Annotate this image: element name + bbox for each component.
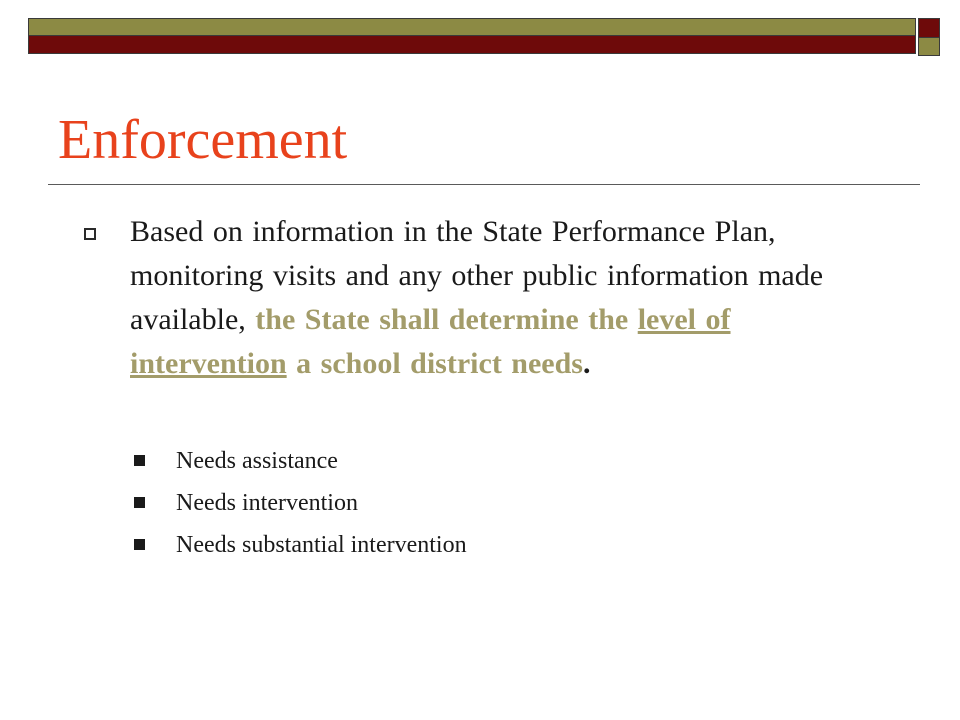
top-banner	[28, 18, 916, 54]
filled-square-bullet-icon	[134, 539, 145, 550]
banner-maroon-stripe	[28, 36, 916, 54]
main-text-underlined-phrase: level of intervention	[130, 303, 731, 380]
sub-bullet-label: Needs assistance	[176, 448, 338, 474]
sub-bullet-list	[134, 440, 467, 566]
main-text-emphasis-2: a school district needs	[286, 347, 583, 380]
main-text-period: .	[582, 347, 591, 380]
title-divider	[48, 184, 920, 185]
sub-bullet-item	[134, 524, 467, 566]
corner-maroon-block	[918, 18, 940, 38]
hollow-square-bullet-icon	[84, 228, 96, 240]
filled-square-bullet-icon	[134, 497, 145, 508]
main-bullet-text	[130, 210, 830, 386]
corner-olive-block	[918, 38, 940, 56]
banner-olive-stripe	[28, 18, 916, 36]
sub-bullet-label: Needs intervention	[176, 490, 358, 516]
slide-title: Enforcement	[58, 109, 348, 171]
sub-bullet-item	[134, 440, 467, 482]
main-text-emphasis-1: the State shall determine the	[255, 303, 638, 336]
main-text-plain: Based on information in the State Performance Plan, monitoring visits and any other public information made available,	[130, 215, 824, 336]
filled-square-bullet-icon	[134, 455, 145, 466]
sub-bullet-item	[134, 482, 467, 524]
sub-bullet-label: Needs substantial intervention	[176, 532, 467, 558]
